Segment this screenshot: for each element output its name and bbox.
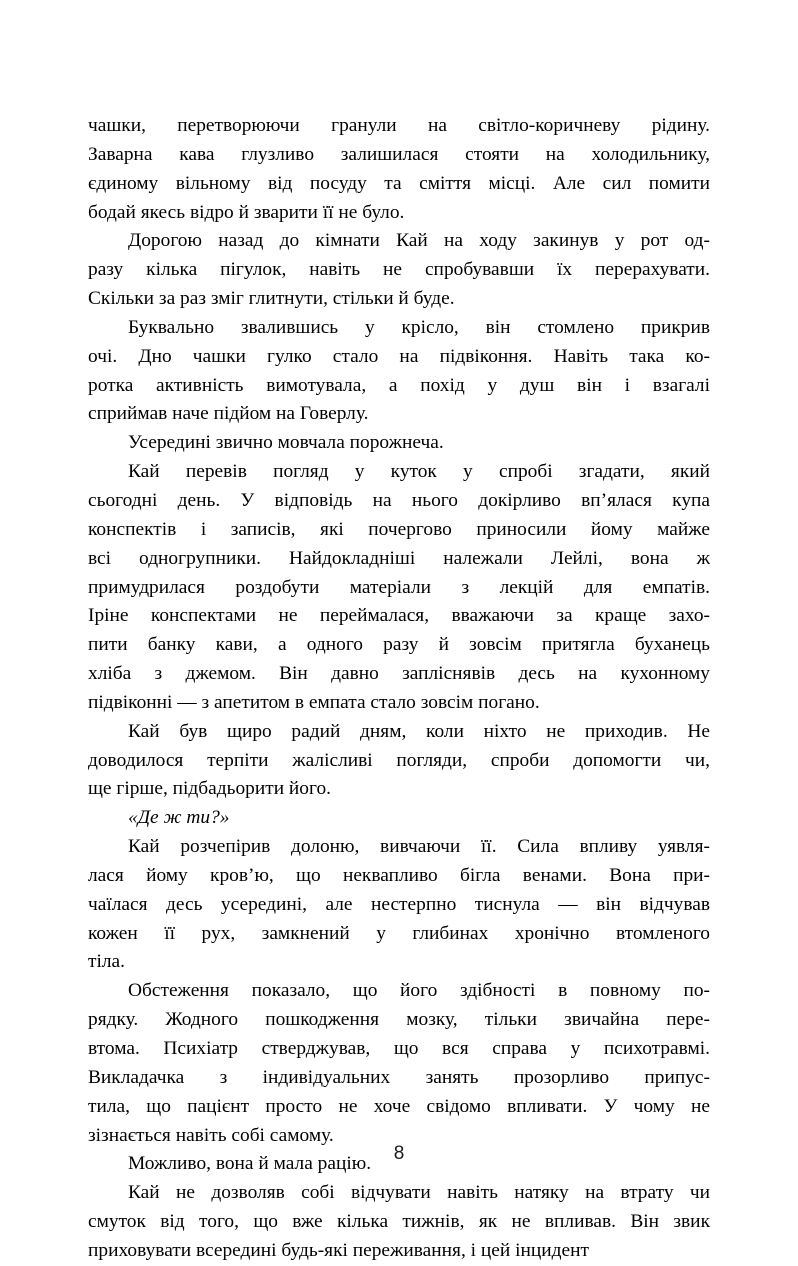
- text-line: зізнається навіть собі самому.: [88, 1124, 334, 1146]
- paragraph: [88, 314, 710, 429]
- text-line: єдиному вільному від посуду та сміття місці. Але сил помити: [88, 172, 710, 194]
- text-line: Обстеження показало, що його здібності в повному по-: [128, 980, 710, 1002]
- text-line: Усередині звично мовчала порожнеча.: [128, 432, 444, 454]
- text-line: «Де ж ти?»: [128, 807, 230, 829]
- text-line: Іріне конспектами не переймалася, вважаючи за краще захо-: [88, 605, 710, 627]
- text-line: чашки, перетворюючи гранули на світло-коричневу рідину.: [88, 115, 710, 136]
- paragraph: [88, 458, 710, 718]
- page-number: 8: [393, 1143, 405, 1164]
- text-line: чаїлася десь усередині, але нестерпно тиснула — він відчував: [88, 893, 710, 915]
- text-line: підвіконні — з апетитом в емпата стало зовсім погано.: [88, 691, 540, 713]
- text-line: Кай перевів погляд у куток у спробі згадати, який: [128, 461, 710, 483]
- paragraph: [88, 977, 710, 1150]
- text-line: Заварна кава глузливо залишилася стояти на холодильнику,: [88, 143, 710, 165]
- page-text-block: [88, 112, 710, 1266]
- text-line: Скільки за раз зміг глитнути, стільки й буде.: [88, 288, 455, 310]
- text-line: втома. Психіатр стверджував, що вся справа у психотравмі.: [88, 1038, 710, 1059]
- text-line: доводилося терпіти жалісливі погляди, спроби допомогти чи,: [88, 749, 710, 771]
- text-line: тіла.: [88, 951, 125, 973]
- text-line: Можливо, вона й мала рацію.: [128, 1153, 372, 1175]
- paragraph: [88, 1179, 710, 1266]
- text-line: сприймав наче підйом на Говерлу.: [88, 403, 369, 425]
- text-line: рядку. Жодного пошкодження мозку, тільки звичайна пере-: [88, 1009, 710, 1031]
- text-line: сьогодні день. У відповідь на нього докірливо вп’ялася купа: [88, 489, 710, 511]
- paragraph: [88, 804, 710, 833]
- text-line: лася йому кров’ю, що неквапливо бігла венами. Вона при-: [88, 864, 710, 886]
- paragraph: [88, 112, 710, 227]
- text-line: ротка активність вимотувала, а похід у душ він і взагалі: [88, 374, 710, 396]
- text-line: Кай був щиро радий дням, коли ніхто не приходив. Не: [128, 720, 710, 742]
- text-line: конспектів і записів, які почергово приносили йому майже: [88, 518, 710, 540]
- text-line: примудрилася роздобути матеріали з лекцій для емпатів.: [88, 576, 710, 598]
- text-line: смуток від того, що вже кілька тижнів, як не впливав. Він звик: [88, 1211, 710, 1233]
- text-line: ще гірше, підбадьорити його.: [88, 778, 332, 800]
- text-line: бодай якесь відро й зварити її не було.: [88, 201, 405, 223]
- text-line: Кай розчепірив долоню, вивчаючи її. Сила впливу уявля-: [128, 836, 710, 858]
- paragraph: [88, 833, 710, 977]
- text-line: Буквально звалившись у крісло, він стомлено прикрив: [128, 316, 710, 338]
- text-line: Дорогою назад до кімнати Кай на ходу закинув у рот од-: [128, 230, 710, 252]
- text-line: Кай не дозволяв собі відчувати навіть натяку на втрату чи: [128, 1182, 710, 1204]
- text-line: хліба з джемом. Він давно запліснявів десь на кухонному: [88, 663, 710, 685]
- text-line: очі. Дно чашки гулко стало на підвіконня. Навіть така ко-: [88, 345, 710, 367]
- paragraph: [88, 718, 710, 805]
- paragraph: [88, 429, 710, 458]
- text-line: приховувати всередині будь-які переживання, і цей інцидент: [88, 1239, 589, 1261]
- text-line: тила, що пацієнт просто не хоче свідомо впливати. У чому не: [88, 1095, 710, 1117]
- text-line: кожен її рух, замкнений у глибинах хронічно втомленого: [88, 922, 710, 944]
- text-line: пити банку кави, а одного разу й зовсім притягла буханець: [88, 634, 710, 656]
- paragraph: [88, 227, 710, 314]
- text-line: разу кілька пігулок, навіть не спробувавши їх перерахувати.: [88, 259, 710, 281]
- text-line: Викладачка з індивідуальних занять прозорливо припус-: [88, 1066, 710, 1088]
- text-line: всі одногрупники. Найдокладніші належали Лейлі, вона ж: [88, 547, 710, 569]
